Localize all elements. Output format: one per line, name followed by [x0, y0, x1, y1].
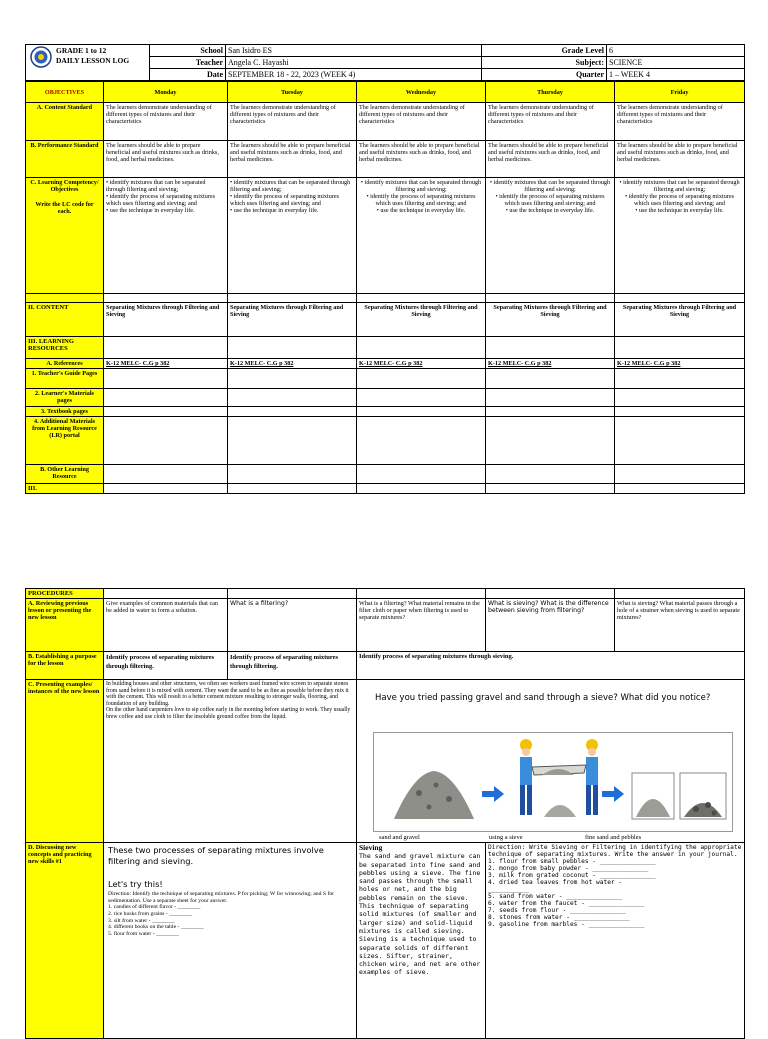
- quarter-label: Quarter: [482, 69, 607, 81]
- list-item: 2. mongo from baby powder - _______________: [488, 865, 649, 872]
- textbook-label: 3. Textbook pages: [26, 407, 104, 417]
- competency-label: C. Learning Competency/ Objectives: [30, 179, 99, 193]
- other-resources-label: B. Other Learning Resource: [26, 465, 104, 484]
- list-item: ___________: [488, 886, 529, 893]
- caption-sand-gravel: sand and gravel: [379, 834, 420, 841]
- proc-b-wed-fri: Identify process of separating mixtures through sieving.: [357, 652, 745, 680]
- performance-standard-mon: The learners should be able to prepare beneficial and useful mixtures such as drinks, food, and herbal medicines.: [104, 141, 228, 178]
- competency-fri: [615, 178, 745, 294]
- spacer-cell: [26, 294, 104, 303]
- learners-materials-label: 2. Learner's Materials pages: [26, 389, 104, 407]
- competency-item: • use the technique in everyday life.: [230, 207, 319, 214]
- references-fri: K-12 MELC- C.G p 382: [615, 359, 745, 369]
- proc-c-label: C. Presenting examples/ instances of the new lesson: [26, 680, 104, 843]
- subject-label: Subject:: [482, 57, 607, 69]
- competency-item: • identify mixtures that can be separated through filtering and sieving;: [230, 179, 351, 193]
- content-mon: Separating Mixtures through Filtering and Sieving: [104, 303, 228, 337]
- day-thursday: Thursday: [486, 82, 615, 103]
- proc-c-wed-fri: [357, 680, 745, 843]
- additional-materials-label: 4. Additional Materials from Learning Resource (LR) portal: [26, 417, 104, 465]
- caption-using-sieve: using a sieve: [489, 834, 523, 841]
- content-standard-mon: The learners demonstrate understanding of different types of mixtures and their characteristics: [104, 103, 228, 141]
- teachers-guide-label: 1. Teacher's Guide Pages: [26, 369, 104, 389]
- caption-fine-sand: fine sand and pebbles: [585, 834, 642, 841]
- date-label: Date: [150, 69, 226, 81]
- content-wed: Separating Mixtures through Filtering and Sieving: [357, 303, 486, 337]
- competency-thu: [486, 178, 615, 294]
- competency-item: • identify the process of separating mixtures which uses filtering and sieving; and: [624, 193, 735, 207]
- references-thu: K-12 MELC- C.G p 382: [486, 359, 615, 369]
- references-mon: K-12 MELC- C.G p 382: [104, 359, 228, 369]
- list-item: 9. gasoline from marbles - _______________: [488, 921, 645, 928]
- list-item: 1. flour from small pebbles - _______________: [488, 858, 656, 865]
- references-wed: K-12 MELC- C.G p 382: [357, 359, 486, 369]
- proc-d-list: [108, 904, 352, 937]
- sieving-title: Sieving: [359, 843, 383, 852]
- proc-d-direction: Direction: Identify the technique of separating mixtures. P for picking; W for winnowing; and S for sedimentation. Use a separate sheet for your answer.: [108, 891, 335, 904]
- proc-a-tue: What is a filtering?: [228, 599, 357, 652]
- proc-b-label: B. Establishing a purpose for the lesson: [26, 652, 104, 680]
- proc-c-mon-tue: [104, 680, 357, 843]
- proc-a-mon: Give examples of common materials that can be added in water to form a solution.: [104, 599, 228, 652]
- references-label: A. References: [26, 359, 104, 369]
- competency-item: • use the technique in everyday life.: [376, 207, 466, 214]
- list-item: 2. rice husks from grains - ________: [108, 910, 192, 917]
- performance-standard-fri: The learners should be able to prepare beneficial and useful mixtures such as drinks, food, and herbal medicines.: [615, 141, 745, 178]
- content-standard-thu: The learners demonstrate understanding of different types of mixtures and their characteristics: [486, 103, 615, 141]
- procedures-table: [25, 588, 745, 1039]
- grade-level-label: Grade Level: [482, 45, 607, 57]
- procedures-label: PROCEDURES: [26, 589, 104, 599]
- teacher-value: Angela C. Hayashi: [226, 57, 482, 69]
- list-item: 5. flour from water - ________: [108, 930, 179, 937]
- list-item: 6. water from the faucet - _______________: [488, 900, 645, 907]
- competency-item: • identify the process of separating mixtures which uses filtering and sieving; and: [230, 193, 340, 207]
- day-wednesday: Wednesday: [357, 82, 486, 103]
- list-item: 3. milk from grated coconut - _______________: [488, 872, 656, 879]
- date-value: SEPTEMBER 18 - 22, 2023 (WEEK 4): [226, 69, 482, 81]
- competency-tue: [228, 178, 357, 294]
- list-item: 3. silt from water - ________: [108, 917, 175, 924]
- proc-d-mon-tue: [104, 843, 357, 1039]
- competency-item: • identify the process of separating mixtures which uses filtering and sieving; and: [106, 193, 216, 207]
- content-standard-fri: The learners demonstrate understanding of different types of mixtures and their characteristics: [615, 103, 745, 141]
- proc-b-mon: Identify process of separating mixtures through filtering.: [104, 652, 228, 680]
- proc-d-try: Let's try this!: [108, 879, 163, 890]
- list-item: 1. candies of different flavor - ________: [108, 904, 201, 911]
- content-standard-wed: The learners demonstrate understanding of different types of mixtures and their characteristics: [357, 103, 486, 141]
- proc-c-question: Have you tried passing gravel and sand through a sieve? What did you notice?: [375, 693, 711, 703]
- performance-standard-wed: The learners should be able to prepare beneficial and useful mixtures such as drinks, food, and herbal medicines.: [357, 141, 486, 178]
- proc-d-thu-fri: [486, 843, 745, 1039]
- sieving-text: The sand and gravel mixture can be separated into fine sand and pebbles using a sieve. The fine sand passes through the small holes or net, and the big pebbles remain on the sieve. This technique of separating solid mixtures (of smaller and larger size) and solid-liquid mixtures is called sieving. Sieving is a technique used to separate solids of different sizes. Sifter, strainer, chicken wire, and net are other examples of sieve.: [359, 852, 481, 977]
- performance-standard-tue: The learners should be able to prepare beneficial and useful mixtures such as drinks, food, and herbal medicines.: [228, 141, 357, 178]
- performance-standard-label: B. Performance Standard: [26, 141, 104, 178]
- day-tuesday: Tuesday: [228, 82, 357, 103]
- sieving-illustration: [373, 732, 733, 832]
- resources-label: III. LEARNING RESOURCES: [26, 337, 104, 359]
- proc-a-thu: What is sieving? What is the difference between sieving from filtering?: [486, 599, 615, 652]
- competency-item: • identify mixtures that can be separated through filtering and sieving;: [619, 179, 740, 193]
- proc-c-paragraph-2: On the other hand carpenters love to sip coffee early in the morning before starting to work. They usually brew coffee and use cloth to filter the insoluble ground coffee from the liquid.: [106, 707, 351, 720]
- performance-standard-thu: The learners should be able to prepare beneficial and useful mixtures such as drinks, food, and herbal medicines.: [486, 141, 615, 178]
- competency-item: • use the technique in everyday life.: [505, 207, 595, 214]
- content-thu: Separating Mixtures through Filtering and Sieving: [486, 303, 615, 337]
- day-friday: Friday: [615, 82, 745, 103]
- list-item: 5. sand from water - _______________: [488, 893, 623, 900]
- content-fri: Separating Mixtures through Filtering and Sieving: [615, 303, 745, 337]
- proc-c-paragraph-1: In building houses and other structures, we often see workers used framed wire screen to separate stones from sand before it is mixed with cement. They want the sand to be as fine as possible before they mix it with the cement. This will result to a better cement mixture resulting to stronger walls, flooring, and foundation of any building.: [106, 681, 349, 707]
- teacher-label: Teacher: [150, 57, 226, 69]
- competency-item: • use the technique in everyday life.: [106, 207, 195, 214]
- header-title-cell: [26, 45, 150, 81]
- competency-note: Write the LC code for each.: [35, 201, 94, 215]
- proc-d-label: D. Discussing new concepts and practicing new skills #1: [26, 843, 104, 1039]
- list-item: 4. different books on the table - ________: [108, 924, 204, 931]
- competency-item: • identify the process of separating mixtures which uses filtering and sieving; and: [366, 193, 476, 207]
- list-item: 4. dried tea leaves from hot water -: [488, 879, 623, 886]
- competency-item: • identify mixtures that can be separated through filtering and sieving;: [360, 179, 482, 193]
- school-label: School: [150, 45, 226, 57]
- list-item: 8. stones from water - _______________: [488, 914, 630, 921]
- content-label: II. CONTENT: [26, 303, 104, 337]
- proc-a-fri: What is sieving? What material passes through a hole of a strainer when sieving is used to separate mixtures?: [615, 599, 745, 652]
- school-value: San Isidro ES: [226, 45, 482, 57]
- proc-d-intro: These two processes of separating mixtures involve filtering and sieving.: [108, 845, 324, 866]
- header-table: [25, 44, 745, 81]
- proc-a-wed: What is a filtering? What material remains in the filter cloth or paper when filtering is used to separate mixtures?: [357, 599, 486, 652]
- objectives-table: [25, 81, 745, 494]
- competency-item: • use the technique in everyday life.: [635, 207, 724, 214]
- log-label: DAILY LESSON LOG: [56, 56, 130, 65]
- competency-item: • identify the process of separating mixtures which uses filtering and sieving; and: [495, 193, 605, 207]
- grade-label: GRADE 1 to 12: [56, 46, 107, 55]
- proc-a-label: A. Reviewing previous lesson or presenting the new lesson: [26, 599, 104, 652]
- content-standard-label: A. Content Standard: [26, 103, 104, 141]
- quarter-value: 1 – WEEK 4: [607, 69, 745, 81]
- list-item: 7. seeds from flour - _______________: [488, 907, 626, 914]
- competency-wed: [357, 178, 486, 294]
- competency-mon: [104, 178, 228, 294]
- objectives-header: OBJECTIVES: [26, 82, 104, 103]
- competency-label-cell: [26, 178, 104, 294]
- references-tue: K-12 MELC- C.G p 382: [228, 359, 357, 369]
- content-standard-tue: The learners demonstrate understanding of different types of mixtures and their characteristics: [228, 103, 357, 141]
- competency-item: • identify mixtures that can be separated through filtering and sieving;: [489, 179, 611, 193]
- content-tue: Separating Mixtures through Filtering and Sieving: [228, 303, 357, 337]
- day-monday: Monday: [104, 82, 228, 103]
- iii-label: III.: [26, 484, 104, 494]
- grade-level-value: 6: [607, 45, 745, 57]
- competency-item: • identify mixtures that can be separated through filtering and sieving;: [106, 179, 206, 193]
- subject-value: SCIENCE: [607, 57, 745, 69]
- direction-thu: Direction: Write Sieving or Filtering in identifying the appropriate technique of separating mixtures. Write the answer in your journal.: [488, 844, 742, 858]
- proc-d-wed: [357, 843, 486, 1039]
- sieving-filtering-list: [488, 858, 742, 928]
- proc-b-tue: Identify process of separating mixtures through filtering.: [228, 652, 357, 680]
